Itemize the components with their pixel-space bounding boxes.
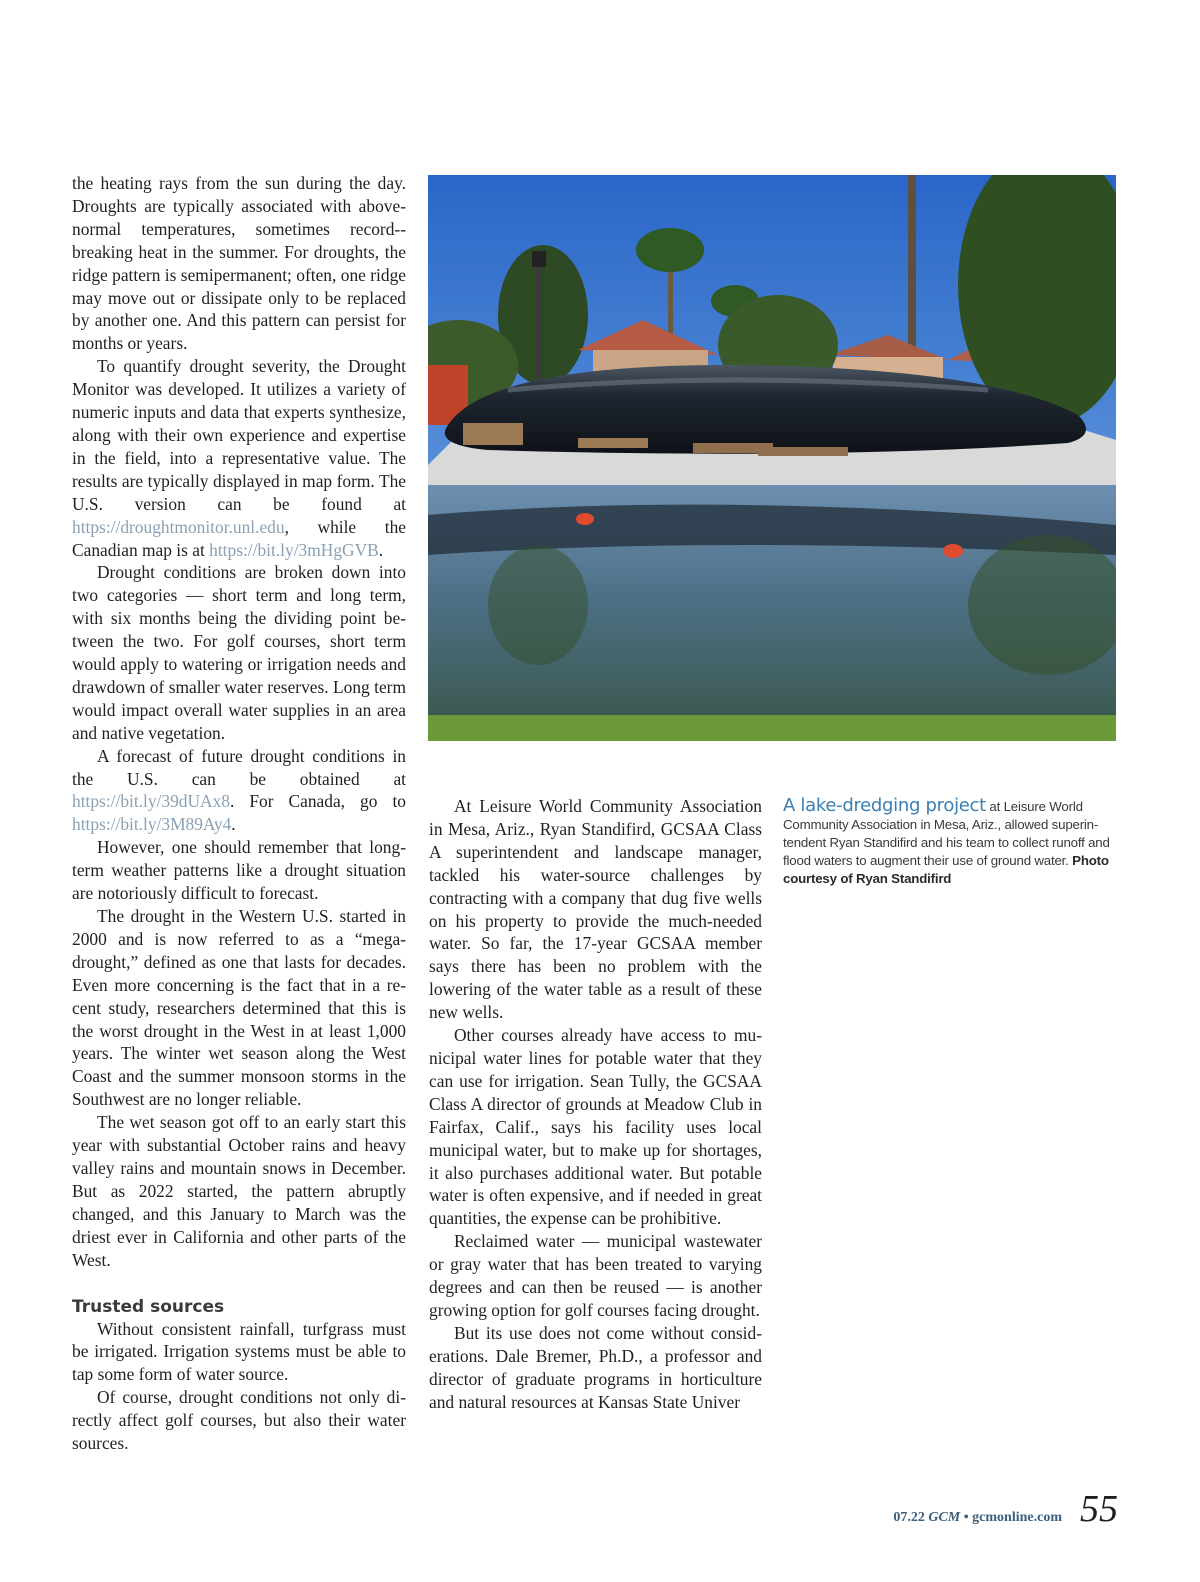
paragraph: Without consistent rainfall, turfgrass must be irrigated. Irrigation systems must be able to tap some form of water source. bbox=[72, 1318, 406, 1385]
paragraph: But its use does not come without considerations. Dale Bremer, Ph.D., a professor and director of graduate programs in horticulture and natural resources at Kansas State Univer bbox=[429, 1322, 762, 1412]
paragraph: The wet season got off to an early start this year with substantial October rains and heavy valley rains and mountain snows in December. But as 2022 started, the pattern abruptly changed, and this January to March was the driest ever in California and other parts of the West. bbox=[72, 1112, 406, 1270]
article-column-left bbox=[72, 172, 406, 1455]
canada-forecast-link[interactable]: https://bit.ly/3M89Ay4 bbox=[72, 814, 232, 835]
lake-dredging-photo bbox=[428, 175, 1116, 741]
website: gcmonline.com bbox=[972, 1510, 1062, 1525]
paragraph: However, one should remember that long-term weather patterns like a drought situation are notoriously difficult to forecast. bbox=[72, 837, 406, 904]
drought-monitor-link[interactable]: https://droughtmonitor.unl.edu bbox=[72, 516, 285, 537]
paragraph: A forecast of future drought conditions in the U.S. can be obtained at https://bit.ly/39dUAx8. For Canada, go to https://bit.ly/3M89Ay4. bbox=[72, 745, 406, 835]
paragraph: Of course, drought conditions not only directly affect golf courses, but also their water sources. bbox=[72, 1387, 406, 1454]
photo-illustration bbox=[428, 175, 1116, 741]
magazine-name: GCM bbox=[928, 1510, 961, 1525]
photo-caption bbox=[783, 797, 1118, 888]
paragraph: Reclaimed water — municipal wastewater or gray water that has been treated to varying degrees and can then be reused — is another growing option for golf courses facing drought. bbox=[429, 1231, 762, 1320]
paragraph: Drought conditions are broken down into two categories — short term and long term, with six months being the dividing point between the two. For golf courses, short term would apply to watering or irrigation needs and drawdown of smaller water reserves. Long term would impact overall water supplies in an area and native vegetation. bbox=[72, 562, 406, 743]
caption-credit: Photo courtesy of Ryan Standifird bbox=[783, 853, 1109, 886]
us-forecast-link[interactable]: https://bit.ly/39dUAx8 bbox=[72, 791, 230, 812]
paragraph: Other courses already have access to municipal water lines for potable water that they can use for irrigation. Sean Tully, the GCSAA Class A director of grounds at Meadow Club in Fairfax, Calif., says his facility uses local municipal water, but to make up for shortages, it also purchases additional water. But potable water is often expensive, and if needed in great quantities, the expense can be prohibitive. bbox=[429, 1025, 762, 1229]
page-footer bbox=[893, 1487, 1118, 1531]
caption-body: at Leisure World Community Association in Mesa, Ariz., allowed superintendent Ryan Standifird and his team to collect runoff and flood waters to augment their use of ground water. bbox=[783, 799, 1110, 868]
canadian-map-link[interactable]: https://bit.ly/3mHgGVB bbox=[209, 539, 379, 560]
paragraph: To quantify drought severity, the Drought Monitor was developed. It utilizes a variety of numeric inputs and data that experts synthesize, along with their own experience and expertise in the field, into a representative value. The results are typically displayed in map form. The U.S. version can be found at https://droughtmonitor.unl.edu, while the Canadian map is at https://bit.ly/3mHgGVB. bbox=[72, 356, 406, 560]
article-column-middle bbox=[429, 795, 762, 1413]
paragraph: the heating rays from the sun during the day. Droughts are typically associated with abovenormal temperatures, sometimes record-breaking heat in the summer. For droughts, the ridge pattern is semipermanent; often, one ridge may move out or dissipate only to be replaced by another one. And this pattern can persist for months or years. bbox=[72, 173, 406, 354]
page-number: 55 bbox=[1080, 1488, 1118, 1530]
paragraph: The drought in the Western U.S. started in 2000 and is now referred to as a “mega-drought,” defined as one that lasts for decades. Even more concerning is the fact that in a recent study, researchers determined that this is the worst drought in the West in at least 1,000 years. The winter wet season along the West Coast and the summer monsoon storms in the Southwest are no longer reliable. bbox=[72, 906, 406, 1110]
subhead-trusted-sources: Trusted sources bbox=[72, 1296, 225, 1317]
caption-lead: A lake-dredging project bbox=[783, 795, 986, 816]
folio-text: 07.22 GCM • gcmonline.com bbox=[893, 1510, 1062, 1525]
paragraph: At Leisure World Community Association in Mesa, Ariz., Ryan Standifird, GCSAA Class A superintendent and landscape manager, tackled his water-source challenges by contracting with a company that dug five wells on his property to provide the much-needed water. So far, the 17-year GCSAA member says there has been no problem with the lowering of the water table as a result of these new wells. bbox=[429, 796, 762, 1023]
